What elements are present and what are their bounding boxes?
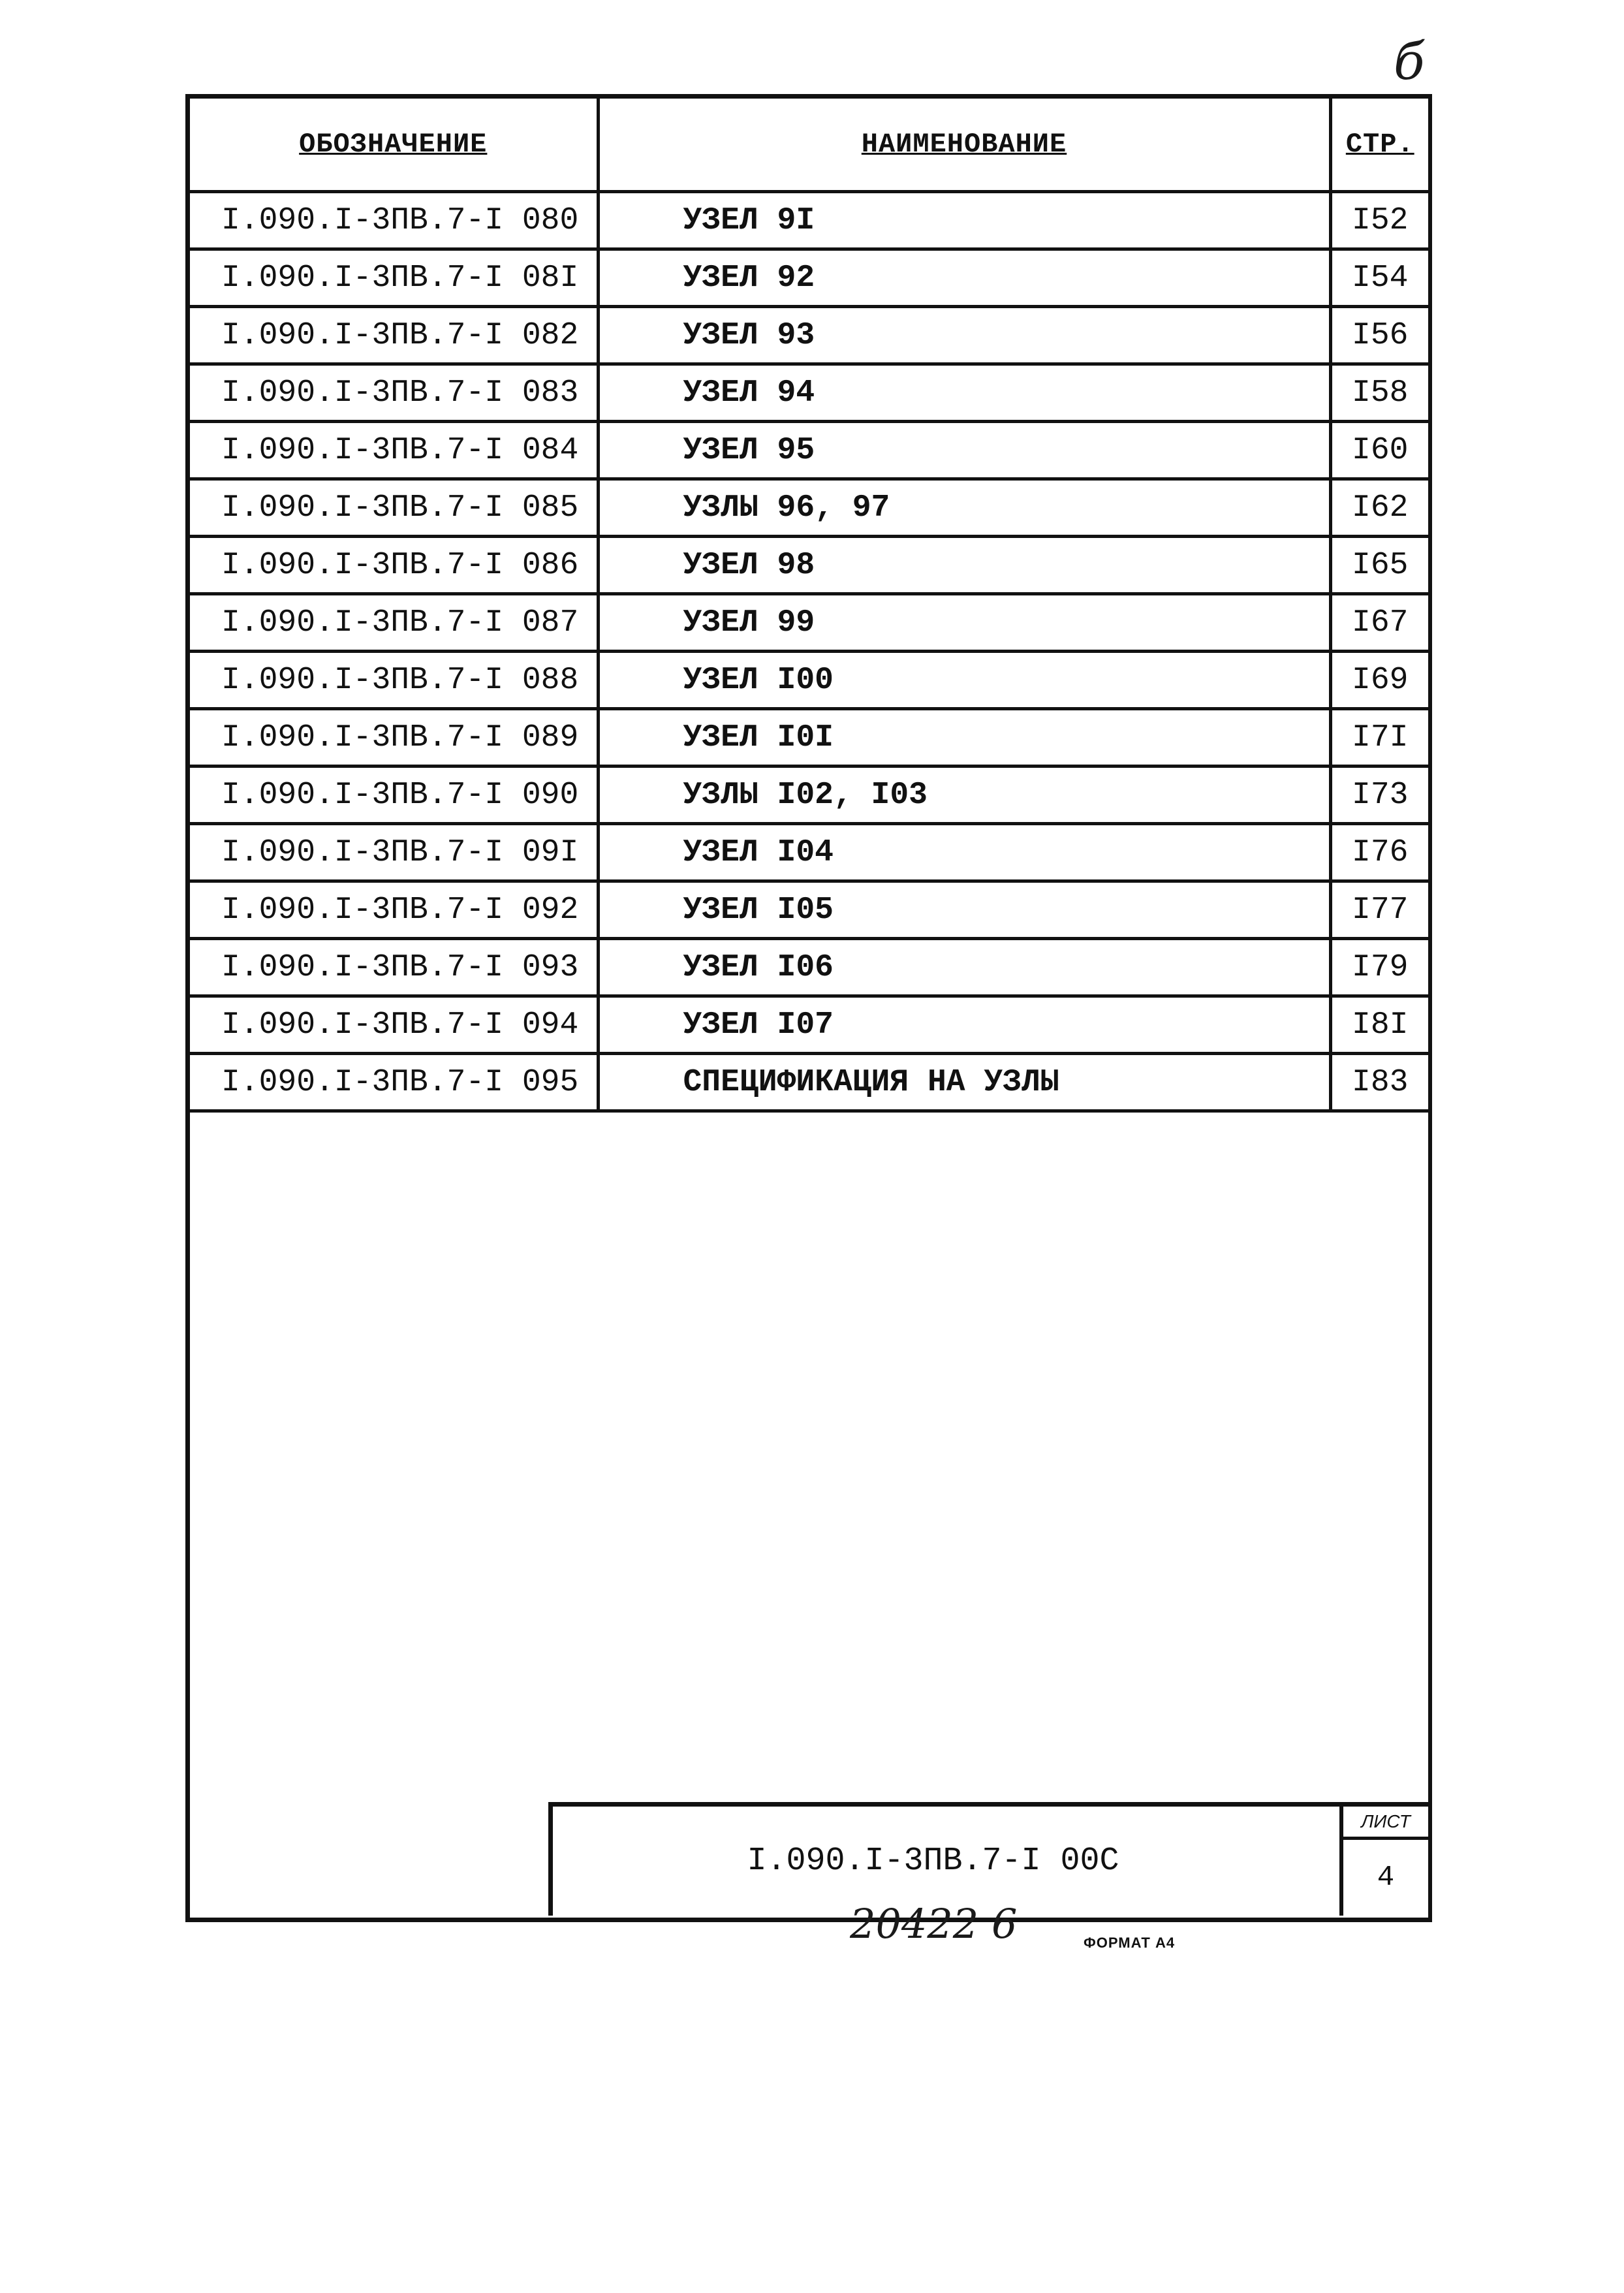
page-cell: I76 xyxy=(1330,824,1428,881)
document-frame xyxy=(185,94,1432,1922)
page-cell: I52 xyxy=(1330,192,1428,249)
page-cell: I69 xyxy=(1330,652,1428,709)
name-cell: УЗЕЛ 92 xyxy=(598,249,1330,307)
designation-cell: I.090.I-3ПВ.7-I 082 xyxy=(190,307,598,364)
designation-cell: I.090.I-3ПВ.7-I 080 xyxy=(190,192,598,249)
table-row xyxy=(190,996,1428,1054)
page-cell: I58 xyxy=(1330,364,1428,422)
table-row xyxy=(190,881,1428,939)
name-cell: УЗЕЛ I04 xyxy=(598,824,1330,881)
page-corner-mark: б xyxy=(1394,33,1425,91)
name-cell: УЗЕЛ I00 xyxy=(598,652,1330,709)
table-row xyxy=(190,192,1428,249)
page-column-header: СТР. xyxy=(1330,99,1428,192)
table-row xyxy=(190,709,1428,767)
contents-table xyxy=(190,99,1428,1113)
name-cell: УЗЕЛ 99 xyxy=(598,594,1330,652)
designation-cell: I.090.I-3ПВ.7-I 09I xyxy=(190,824,598,881)
sheet-number: 4 xyxy=(1377,1861,1395,1894)
page-cell: I60 xyxy=(1330,422,1428,479)
designation-cell: I.090.I-3ПВ.7-I 086 xyxy=(190,537,598,594)
sheet-label: ЛИСТ xyxy=(1343,1807,1428,1840)
designation-cell: I.090.I-3ПВ.7-I 087 xyxy=(190,594,598,652)
table-row xyxy=(190,652,1428,709)
page-cell: I8I xyxy=(1330,996,1428,1054)
name-cell: УЗЛЫ 96, 97 xyxy=(598,479,1330,537)
page-cell: I67 xyxy=(1330,594,1428,652)
name-cell: УЗЕЛ 95 xyxy=(598,422,1330,479)
table-header-row xyxy=(190,99,1428,192)
table-row xyxy=(190,1054,1428,1111)
name-column-header: НАИМЕНОВАНИЕ xyxy=(598,99,1330,192)
format-mark: ФОРМАТ А4 xyxy=(1084,1935,1176,1951)
page-cell: I83 xyxy=(1330,1054,1428,1111)
name-cell: УЗЕЛ I0I xyxy=(598,709,1330,767)
page-cell: I56 xyxy=(1330,307,1428,364)
designation-cell: I.090.I-3ПВ.7-I 085 xyxy=(190,479,598,537)
designation-cell: I.090.I-3ПВ.7-I 095 xyxy=(190,1054,598,1111)
table-row xyxy=(190,479,1428,537)
table-row xyxy=(190,824,1428,881)
page-cell: I65 xyxy=(1330,537,1428,594)
name-cell: УЗЕЛ 93 xyxy=(598,307,1330,364)
page-cell: I54 xyxy=(1330,249,1428,307)
designation-cell: I.090.I-3ПВ.7-I 092 xyxy=(190,881,598,939)
table-row xyxy=(190,767,1428,824)
page-cell: I73 xyxy=(1330,767,1428,824)
table-row xyxy=(190,364,1428,422)
name-cell: СПЕЦИФИКАЦИЯ НА УЗЛЫ xyxy=(598,1054,1330,1111)
designation-cell: I.090.I-3ПВ.7-I 090 xyxy=(190,767,598,824)
page-cell: I7I xyxy=(1330,709,1428,767)
table-row xyxy=(190,422,1428,479)
table-row xyxy=(190,307,1428,364)
page-cell: I79 xyxy=(1330,939,1428,996)
page-cell: I62 xyxy=(1330,479,1428,537)
designation-column-header: ОБОЗНАЧЕНИЕ xyxy=(190,99,598,192)
document-code: I.090.I-3ПВ.7-I 00С xyxy=(747,1842,1119,1880)
table-row xyxy=(190,939,1428,996)
name-cell: УЗЕЛ 98 xyxy=(598,537,1330,594)
designation-cell: I.090.I-3ПВ.7-I 094 xyxy=(190,996,598,1054)
designation-cell: I.090.I-3ПВ.7-I 089 xyxy=(190,709,598,767)
designation-cell: I.090.I-3ПВ.7-I 084 xyxy=(190,422,598,479)
name-cell: УЗЕЛ 94 xyxy=(598,364,1330,422)
name-cell: УЗЕЛ 9I xyxy=(598,192,1330,249)
page-cell: I77 xyxy=(1330,881,1428,939)
table-row xyxy=(190,594,1428,652)
title-block xyxy=(548,1802,1428,1916)
name-cell: УЗЛЫ I02, I03 xyxy=(598,767,1330,824)
designation-cell: I.090.I-3ПВ.7-I 08I xyxy=(190,249,598,307)
table-row xyxy=(190,249,1428,307)
table-row xyxy=(190,537,1428,594)
name-cell: УЗЕЛ I05 xyxy=(598,881,1330,939)
sheet-cell xyxy=(1339,1807,1428,1916)
inventory-number: 20422 6 xyxy=(850,1900,1018,1948)
designation-cell: I.090.I-3ПВ.7-I 088 xyxy=(190,652,598,709)
designation-cell: I.090.I-3ПВ.7-I 083 xyxy=(190,364,598,422)
designation-cell: I.090.I-3ПВ.7-I 093 xyxy=(190,939,598,996)
name-cell: УЗЕЛ I06 xyxy=(598,939,1330,996)
name-cell: УЗЕЛ I07 xyxy=(598,996,1330,1054)
